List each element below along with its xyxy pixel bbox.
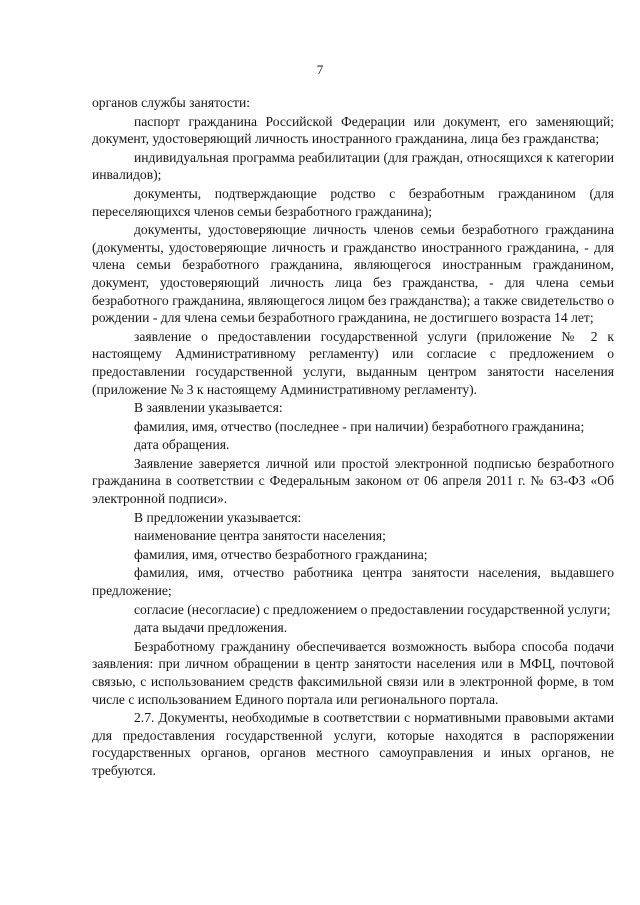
paragraph: В предложении указывается: — [134, 509, 302, 525]
paragraph: паспорт гражданина Российской Федерации или документ, его заменяющий; документ, удостоверяющий личность иностранного гражданина, лица без гражданства; — [92, 113, 614, 147]
paragraph: Безработному гражданину обеспечивается возможность выбора способа подачи заявления: при личном обращении в центр занятости населения или в МФЦ, почтовой связью, с использованием средств факсимильной связи или в электронной форме, в том числе с использованием Единого портала или регионального портала. — [92, 638, 614, 707]
paragraph: наименование центра занятости населения; — [134, 528, 386, 544]
paragraph: согласие (несогласие) с предложением о предоставлении государственной услуги; — [134, 601, 611, 617]
paragraph: органов службы занятости: — [92, 95, 251, 110]
paragraph: В заявлении указывается: — [134, 400, 283, 416]
paragraph: дата обращения. — [134, 437, 230, 453]
paragraph: 2.7. Документы, необходимые в соответствии с нормативными правовыми актами для предоставления государственной услуги, которые находятся в распоряжении государственных органов, органов местного самоуправления и иных органов, не требуются. — [92, 710, 614, 778]
paragraph: фамилия, имя, отчество работника центра занятости населения, выдавшего предложение; — [92, 565, 614, 599]
paragraph: фамилия, имя, отчество безработного гражданина; — [134, 546, 428, 562]
paragraph: Заявление заверяется личной или простой электронной подписью безработного гражданина в соответствии с Федеральным законом от 06 апреля 2011 г. № 63-ФЗ «Об электронной подписи». — [92, 455, 614, 507]
paragraph: индивидуальная программа реабилитации (для граждан, относящихся к категории инвалидов); — [92, 149, 614, 183]
document-body — [92, 94, 614, 780]
page-number: 7 — [316, 62, 324, 77]
paragraph: дата выдачи предложения. — [134, 620, 288, 636]
paragraph: документы, удостоверяющие личность членов семьи безработного гражданина (документы, удостоверяющие личность и гражданство иностранного гражданина, - для члена семьи безработного гражданина, являющегося иностранным гражданином, документ, удостоверяющий личность лица без гражданства, - для члена семьи безработного гражданина, являющегося лицом без гражданства); а также свидетельство о рождении - для члена семьи безработного гражданина, не достигшего возраста 14 лет; — [92, 222, 614, 326]
paragraph: фамилия, имя, отчество (последнее - при наличии) безработного гражданина; — [134, 418, 585, 434]
paragraph: документы, подтверждающие родство с безработным гражданином (для переселяющихся членов семьи безработного гражданина); — [92, 185, 614, 219]
paragraph: заявление о предоставлении государственной услуги (приложение № 2 к настоящему Административному регламенту) или согласие с предложением о предоставлении государственной услуги, выданным центром занятости населения (приложение № 3 к настоящему Административному регламенту). — [92, 328, 614, 397]
